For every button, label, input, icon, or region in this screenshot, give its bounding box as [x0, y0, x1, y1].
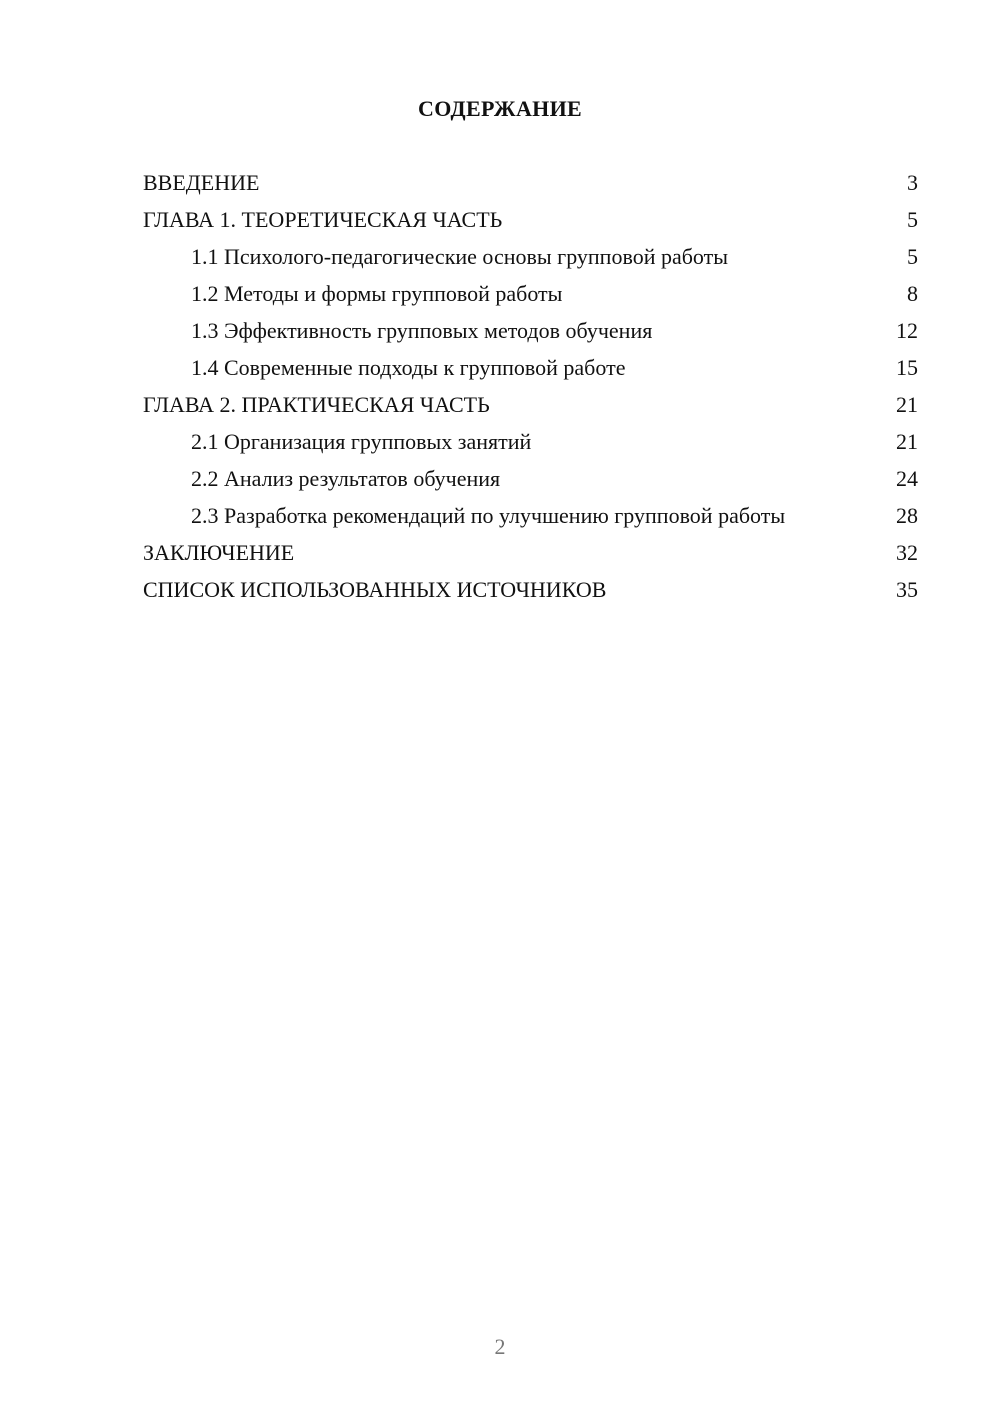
toc-entry-page: 8: [907, 281, 918, 306]
toc-entry-conclusion: [143, 540, 918, 566]
toc-entry-section-1-4: [143, 355, 918, 381]
toc-entry-section-2-3: [143, 503, 918, 529]
page-number: 2: [494, 1334, 506, 1359]
toc-entry-page: 5: [907, 244, 918, 269]
toc-entry-label: 1.3 Эффективность групповых методов обучения: [191, 318, 653, 343]
toc-entry-introduction: [143, 170, 918, 196]
toc-entry-page: 24: [896, 466, 918, 491]
toc-entry-label: СПИСОК ИСПОЛЬЗОВАННЫХ ИСТОЧНИКОВ: [143, 577, 607, 602]
toc-entry-label: 2.1 Организация групповых занятий: [191, 429, 532, 454]
toc-entry-page: 15: [896, 355, 918, 380]
toc-entry-label: 2.2 Анализ результатов обучения: [191, 466, 501, 491]
toc-entry-references: [143, 577, 918, 603]
toc-entry-section-1-3: [143, 318, 918, 344]
toc-entry-label: ГЛАВА 2. ПРАКТИЧЕСКАЯ ЧАСТЬ: [143, 392, 490, 417]
toc-entry-page: 32: [896, 540, 918, 565]
toc-entry-page: 12: [896, 318, 918, 343]
table-of-contents: [143, 170, 918, 614]
toc-entry-chapter-1: [143, 207, 918, 233]
toc-entry-chapter-2: [143, 392, 918, 418]
toc-entry-section-1-1: [143, 244, 918, 270]
toc-entry-label: ЗАКЛЮЧЕНИЕ: [143, 540, 295, 565]
toc-entry-page: 21: [896, 429, 918, 454]
toc-entry-page: 35: [896, 577, 918, 602]
toc-entry-label: 1.4 Современные подходы к групповой работе: [191, 355, 626, 380]
toc-entry-section-2-2: [143, 466, 918, 492]
toc-entry-label: 1.2 Методы и формы групповой работы: [191, 281, 563, 306]
toc-entry-page: 5: [907, 207, 918, 232]
toc-entry-section-1-2: [143, 281, 918, 307]
toc-entry-label: 1.1 Психолого-педагогические основы групповой работы: [191, 244, 729, 269]
toc-entry-page: 3: [907, 170, 918, 195]
toc-entry-section-2-1: [143, 429, 918, 455]
toc-entry-label: ГЛАВА 1. ТЕОРЕТИЧЕСКАЯ ЧАСТЬ: [143, 207, 503, 232]
toc-title: СОДЕРЖАНИЕ: [418, 96, 582, 121]
toc-entry-page: 21: [896, 392, 918, 417]
toc-entry-page: 28: [896, 503, 918, 528]
toc-entry-label: 2.3 Разработка рекомендаций по улучшению групповой работы: [191, 503, 786, 528]
toc-entry-label: ВВЕДЕНИЕ: [143, 170, 260, 195]
